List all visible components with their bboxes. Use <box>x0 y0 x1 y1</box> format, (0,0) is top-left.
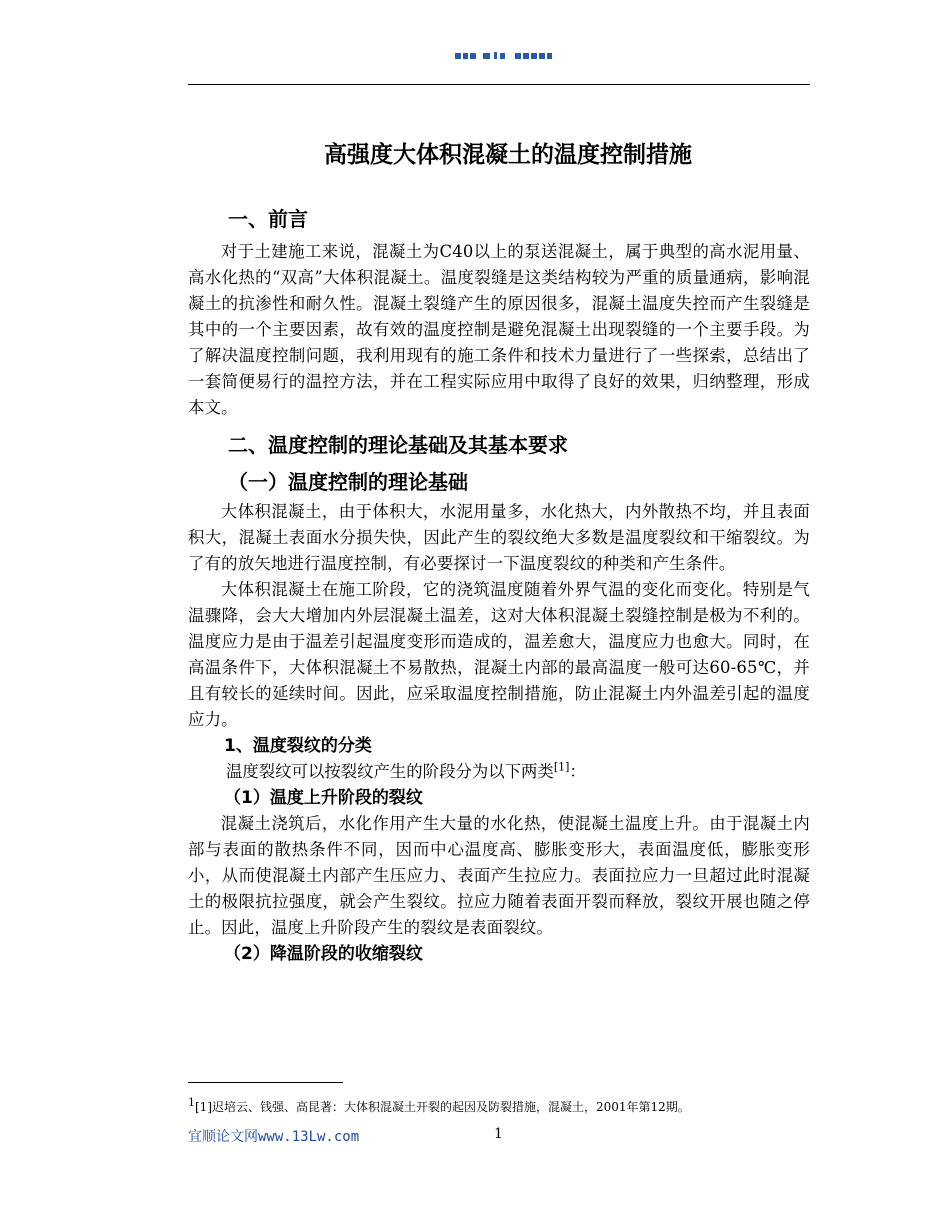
section-heading-theory: 二、温度控制的理论基础及其基本要求 <box>228 433 568 457</box>
footnote-divider <box>188 1082 343 1083</box>
footnote-marker: 1 <box>188 1096 195 1109</box>
crack-classification-text <box>226 759 810 785</box>
item-heading-cooling-stage: （2）降温阶段的收缩裂纹 <box>224 944 423 964</box>
item-heading-crack-classification: 1、温度裂纹的分类 <box>224 736 372 756</box>
footer-site-url: www.13Lw.com <box>258 1129 360 1145</box>
header-divider <box>188 84 810 85</box>
page-number: 1 <box>494 1126 503 1142</box>
footnote-reference[interactable]: [1] <box>553 760 570 774</box>
theory-paragraph-2: 大体积混凝土在施工阶段，它的浇筑温度随着外界气温的变化而变化。特别是气温骤降，会大大增加内外层混凝土温差，这对大体积混凝土裂缝控制是极为不利的。温度应力是由于温差引起温度变形而造成的，温差愈大，温度应力也愈大。同时，在高温条件下，大体积混凝土不易散热，混凝土内部的最高温度一般可达60-65℃，并且有较长的延续时间。因此，应采取温度控制措施，防止混凝土内外温差引起的温度应力。 <box>188 580 810 729</box>
crack-classification-colon: ： <box>569 762 586 781</box>
document-title: 高强度大体积混凝土的温度控制措施 <box>324 142 692 168</box>
footer-site-link[interactable] <box>188 1126 359 1146</box>
footnote-text: [1]迟培云、钱强、高昆著：大体积混凝土开裂的起因及防裂措施，混凝土，2001年第12期。 <box>195 1100 690 1114</box>
item-heading-rising-stage: （1）温度上升阶段的裂纹 <box>224 788 423 808</box>
preface-paragraph: 对于土建施工来说，混凝土为C40以上的泵送混凝土，属于典型的高水泥用量、高水化热的“双高”大体积混凝土。温度裂缝是这类结构较为严重的质量通病，影响混凝土的抗渗性和耐久性。混凝土裂缝产生的原因很多，混凝土温度失控而产生裂缝是其中的一个主要因素，故有效的温度控制是避免混凝土出现裂缝的一个主要手段。为了解决温度控制问题，我利用现有的施工条件和技术力量进行了一些探索，总结出了一套简便易行的温控方法，并在工程实际应用中取得了良好的效果，归纳整理，形成本文。 <box>188 242 810 417</box>
rising-stage-paragraph: 混凝土浇筑后，水化作用产生大量的水化热，使混凝土温度上升。由于混凝土内部与表面的散热条件不同，因而中心温度高、膨胀变形大，表面温度低，膨胀变形小，从而使混凝土内部产生压应力、表面产生拉应力。表面拉应力一旦超过此时混凝土的极限抗拉强度，就会产生裂纹。拉应力随着表面开裂而释放，裂纹开展也随之停止。因此，温度上升阶段产生的裂纹是表面裂纹。 <box>188 814 810 937</box>
site-logo-icon <box>453 47 573 65</box>
subsection-heading-theory-basis: （一）温度控制的理论基础 <box>228 470 468 494</box>
footnote <box>188 1098 810 1116</box>
document-body <box>188 135 810 967</box>
crack-classification-sentence: 温度裂纹可以按裂纹产生的阶段分为以下两类 <box>226 762 554 781</box>
section-heading-preface: 一、前言 <box>228 207 308 231</box>
theory-paragraph-1: 大体积混凝土，由于体积大，水泥用量多，水化热大，内外散热不均，并且表面积大，混凝土表面水分损失快，因此产生的裂纹绝大多数是温度裂纹和干缩裂纹。为了有的放矢地进行温度控制，有必要探讨一下温度裂纹的种类和产生条件。 <box>188 502 810 573</box>
footer-site-name: 宜顺论文网 <box>188 1129 258 1145</box>
